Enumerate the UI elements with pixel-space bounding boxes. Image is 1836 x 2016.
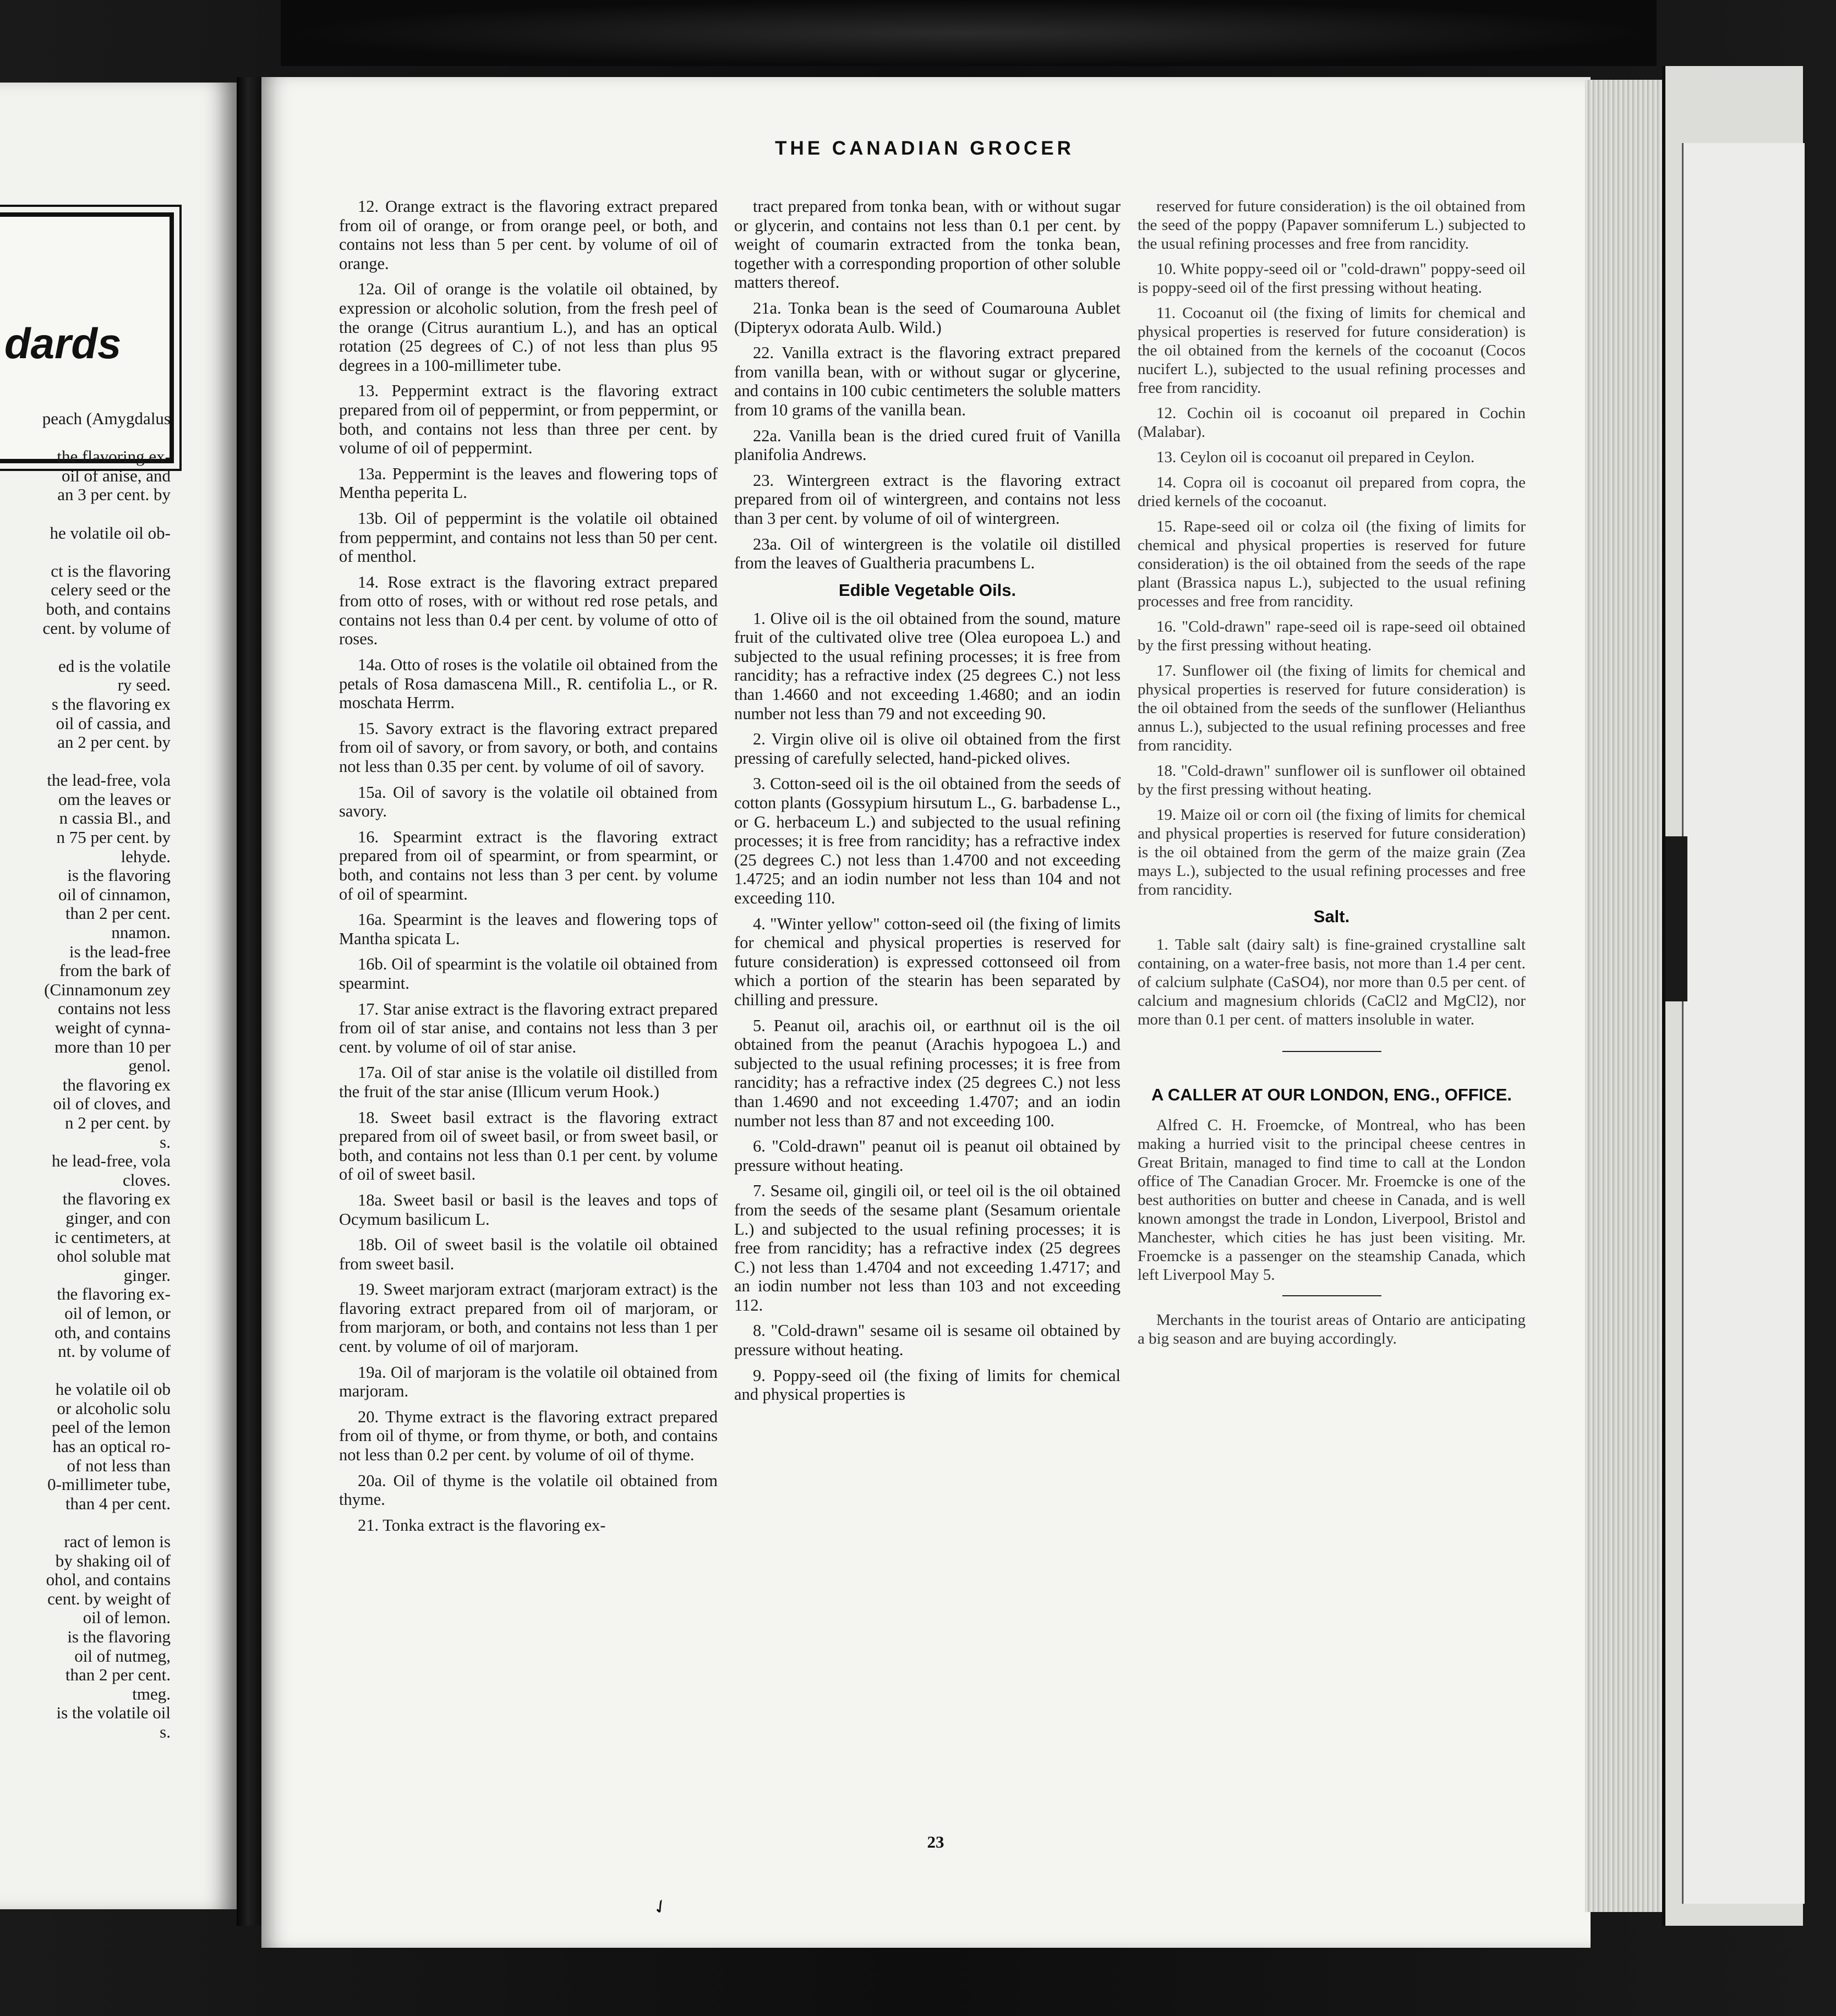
paragraph: 16. "Cold-drawn" rape-seed oil is rape-seed oil obtained by the first pressing without heating. [1138,618,1526,654]
paragraph: 22. Vanilla extract is the flavoring extract prepared from vanilla bean, with or without sugar or glycerine, and contains in 100 cubic centimeters the soluble matters from 10 grams of the vanilla bean. [734,343,1121,419]
section-heading-edible-oils: Edible Vegetable Oils. [838,580,1017,600]
left-page-line: or alcoholic solu [57,1398,171,1418]
left-page-line: by shaking oil of [55,1551,171,1570]
left-page-line: celery seed or the [51,580,171,600]
left-page-line: nt. by volume of [58,1341,171,1361]
left-page-line [0,505,171,524]
page-number: 23 [927,1832,944,1851]
paragraph: 15. Savory extract is the flavoring extract prepared from oil of savory, or from savory, or both, and contains not less than 0.35 per cent. by volume of oil of savory. [339,719,718,776]
left-page-line: ginger. [123,1265,171,1285]
left-page-line: the lead-free, vola [47,770,171,790]
column-3-oils [1138,197,1526,899]
paragraph: 6. "Cold-drawn" peanut oil is peanut oil obtained by pressure without heating. [734,1137,1121,1175]
left-page-line: the flavoring ex- [57,447,171,467]
left-page-line: 0-millimeter tube, [47,1475,171,1494]
left-page-line: oil of cloves, and [53,1094,171,1114]
left-facing-page [0,83,237,1909]
paragraph: 23. Wintergreen extract is the flavoring extract prepared from oil of wintergreen, and contains not less than 3 per cent. by volume of oil of wintergreen. [734,470,1121,528]
left-page-line: the flavoring ex [62,1189,171,1209]
left-page-line: the flavoring ex [62,1075,171,1094]
left-page-line: cent. by volume of [42,618,171,638]
column-2-oils [734,609,1121,1404]
left-page-line [0,638,171,657]
left-page-line: than 2 per cent. [65,903,171,923]
paragraph: 2. Virgin olive oil is olive oil obtained from the first pressing of carefully selected, hand-picked olives. [734,730,1121,768]
page-edge-stack [1585,80,1662,1912]
paragraph: 13. Peppermint extract is the flavoring extract prepared from oil of peppermint, or from peppermint, or both, and contains not less than three per cent. by volume of oil of peppermint. [339,381,718,458]
paragraph: 19a. Oil of marjoram is the volatile oil obtained from marjoram. [339,1362,718,1401]
paragraph: 21a. Tonka bean is the seed of Coumarouna Aublet (Dipteryx odorata Aulb. Wild.) [734,298,1121,337]
paragraph: 9. Poppy-seed oil (the fixing of limits for chemical and physical properties is [734,1366,1121,1404]
left-page-line: is the flavoring [67,865,171,885]
left-page-line: oil of anise, and [61,465,171,485]
paragraph: 14. Copra oil is cocoanut oil prepared from copra, the dried kernels of the cocoanut. [1138,474,1526,510]
left-page-line: s. [160,1132,171,1152]
left-page-line: n 75 per cent. by [56,828,171,847]
paragraph: 11. Cocoanut oil (the fixing of limits for chemical and physical properties is reserved for future consideration) is the oil obtained from the kernels of the cocoanut (Cocos nucifert L.), subjected to the usual refining processes and free from rancidity. [1138,304,1526,397]
paragraph: tract prepared from tonka bean, with or without sugar or glycerin, and contains not less than 0.1 per cent. by weight of coumarin extracted from the tonka bean, together with a corresponding proportion of other soluble matters thereof. [734,197,1121,292]
paragraph: 3. Cotton-seed oil is the oil obtained from the seeds of cotton plants (Gossypium hirsutum L., G. barbadense L., or G. herbaceum L.) and subjected to the usual refining processes; it is free from rancidity; has a refractive index (25 degrees C.) not less than 1.4700 and not exceeding 1.4725; and an iodin number not less than 104 and not exceeding 110. [734,774,1121,907]
left-page-line: nnamon. [111,923,171,943]
paragraph: 21. Tonka extract is the flavoring ex- [358,1515,606,1535]
left-page-line: contains not less [58,999,171,1018]
paragraph: 17. Sunflower oil (the fixing of limits for chemical and physical properties is reserved for future consideration) is the oil obtained from the seeds of the sunflower (Helianthus annus L.), subjected to the usual refining processes and free from rancidity. [1138,662,1526,754]
left-page-line [0,752,171,771]
paragraph: 18. "Cold-drawn" sunflower oil is sunflower oil obtained by the first pressing without heating. [1138,762,1526,798]
paragraph: 12. Cochin oil is cocoanut oil prepared in Cochin (Malabar). [1138,404,1526,441]
left-page-line: oil of lemon, or [64,1303,171,1323]
left-page-line: cloves. [123,1170,171,1190]
left-page-line: ry seed. [117,675,171,695]
page-header-title: THE CANADIAN GROCER [775,138,1074,159]
top-shadow [281,0,1657,66]
cover-shadow-band [1665,836,1687,1001]
left-page-line: the flavoring ex- [57,1284,171,1304]
left-page-line: more than 10 per [54,1037,171,1056]
section-heading-salt: Salt. [1313,907,1350,926]
paragraph: 20a. Oil of thyme is the volatile oil obtained from thyme. [339,1471,718,1509]
left-page-line: (Cinnamonum zey [44,979,171,999]
paragraph: 14a. Otto of roses is the volatile oil obtained from the petals of Rosa damascena Mill., R. centifolia L., or R. moschata Herrm. [339,655,718,713]
article-paragraph: Alfred C. H. Froemcke, of Montreal, who has been making a hurried visit to the principal cheese centres in Great Britain, managed to find time to call at the London office of The Canadian Grocer. Mr. Froemcke is one of the best authorities on butter and cheese in Canada, and is well known amongst the trade in London, Liverpool, Bristol and Manchester, which cities he has just been visiting. Mr. Froemcke is a passenger on the steamship Canada, which left Liverpool May 5. [1138,1116,1526,1284]
left-page-line: than 2 per cent. [65,1665,171,1685]
left-page-line [0,429,171,448]
left-page-line: weight of cynna- [54,1018,171,1037]
left-page-heading-fragment: dards [4,319,122,368]
left-page-line: n cassia Bl., and [59,808,171,828]
paragraph: 13a. Peppermint is the leaves and flowering tops of Mentha peperita L. [339,464,718,502]
column-2 [734,197,1121,1411]
divider-rule [1282,1051,1381,1052]
paragraph: 5. Peanut oil, arachis oil, or earthnut oil is the oil obtained from the peanut (Arachis hypogoea L.) and subjected to the usual refining processes; it is free from rancidity; has a refractive index (25 degrees C.) not less than 1.4690 and not exceeding 1.4707; and an iodin number not less than 87 and not exceeding 100. [734,1016,1121,1130]
left-page-line: ic centimeters, at [54,1227,171,1247]
left-page-line: than 4 per cent. [65,1493,171,1513]
left-page-line: tmeg. [132,1684,171,1703]
paragraph: 17a. Oil of star anise is the volatile oil distilled from the fruit of the star anise (Illicum verum Hook.) [339,1063,718,1101]
paragraph: 18a. Sweet basil or basil is the leaves and tops of Ocymum basilicum L. [339,1190,718,1229]
paragraph: 16a. Spearmint is the leaves and flowering tops of Mantha spicata L. [339,910,718,948]
left-page-line [0,1361,171,1380]
left-page-line: ohol soluble mat [57,1246,171,1266]
paragraph: 15. Rape-seed oil or colza oil (the fixing of limits for chemical and physical properties is reserved for future consideration) is the oil obtained from the seeds of the rape plant (Brassica napus L.), subjected to the usual refining processes and free from rancidity. [1138,518,1526,610]
paragraph: 18b. Oil of sweet basil is the volatile oil obtained from sweet basil. [339,1235,718,1273]
paragraph: 7. Sesame oil, gingili oil, or teel oil is the oil obtained from the seeds of the sesame plant (Sesamum orientale L.) and subjected to the usual refining processes; it is free from rancidity; has a refractive index (25 degrees C.) not less than 1.4704 and not exceeding 1.4717; and an iodin number not less than 103 and not exceeding 112. [734,1181,1121,1314]
left-page-line: oil of lemon. [83,1608,171,1628]
left-page-line: genol. [128,1056,171,1076]
left-page-line [0,1513,171,1532]
paragraph: 23a. Oil of wintergreen is the volatile oil distilled from the leaves of Gualtheria pracumbens L. [734,534,1121,573]
left-page-line [0,543,171,562]
left-page-line: is the volatile oil [56,1703,171,1723]
column-3 [1138,197,1526,1355]
left-page-line: is the flavoring [67,1627,171,1646]
left-page-line: ct is the flavoring [51,561,171,580]
column-2-extracts [734,197,1121,573]
paragraph: 1. Olive oil is the oil obtained from the sound, mature fruit of the cultivated olive tree (Olea europoea L.) and subjected to the usual refining processes; it is free from rancidity; has a refractive index (25 degrees C.) not less than 1.4660 and not exceeding 1.4680; and an iodin number not less than 79 and not exceeding 90. [734,609,1121,723]
left-page-line: he volatile oil ob [55,1379,171,1399]
left-page-line: ract of lemon is [64,1532,171,1552]
left-page-line: an 3 per cent. by [57,485,171,505]
paragraph: 14. Rose extract is the flavoring extract prepared from otto of roses, with or without red rose petals, and contains not less than 0.4 per cent. by volume of otto of roses. [339,572,718,649]
paragraph: 12a. Oil of orange is the volatile oil obtained, by expression or alcoholic solution, from the fresh peel of the orange (Citrus aurantium L.), and has an optical rotation (25 degrees of C.) of not less than plus 95 degrees in a 100-millimeter tube. [339,280,718,375]
left-page-line: peel of the lemon [51,1417,171,1437]
column-1 [339,197,718,1541]
left-page-line: n 2 per cent. by [65,1113,171,1132]
left-page-line: oil of cinnamon, [58,884,171,904]
salt-paragraph: 1. Table salt (dairy salt) is fine-grained crystalline salt containing, on a water-free basis, not more than 1.4 per cent. of calcium sulphate (CaSO4), nor more than 0.5 per cent. of calcium and magnesium chlorids (CaCl2 and MgCl2), nor more than 0.1 per cent. of matters insoluble in water. [1138,936,1526,1028]
left-page-line: of not less than [67,1455,171,1475]
left-page-line: he volatile oil ob- [50,523,171,543]
paragraph: 8. "Cold-drawn" sesame oil is sesame oil obtained by pressure without heating. [734,1321,1121,1360]
left-page-line: from the bark of [59,961,171,980]
paragraph: 4. "Winter yellow" cotton-seed oil (the fixing of limits for chemical and physical properties is reserved for future consideration) is expressed cottonseed oil from which a portion of the stearin has been separated by chilling and pressure. [734,914,1121,1009]
paragraph: 18. Sweet basil extract is the flavoring extract prepared from oil of sweet basil, or from sweet basil, or both, and contains not less than 0.1 per cent. by volume of oil of sweet basil. [339,1108,718,1184]
article-heading: A CALLER AT OUR LONDON, ENG., OFFICE. [1151,1085,1512,1104]
paragraph: 20. Thyme extract is the flavoring extract prepared from oil of thyme, or from thyme, or both, and contains not less than 0.2 per cent. by volume of oil of thyme. [339,1407,718,1465]
left-page-line: is the lead-free [69,941,171,961]
left-page-line: oil of cassia, and [56,713,171,733]
stray-ink-mark: ✓ [648,1894,673,1920]
left-page-text [0,409,237,1742]
paragraph: 10. White poppy-seed oil or "cold-drawn" poppy-seed oil is poppy-seed oil of the first pressing without heating. [1138,260,1526,297]
divider-rule [1282,1295,1381,1296]
paragraph: 19. Maize oil or corn oil (the fixing of limits for chemical and physical properties is reserved for future consideration) is the oil obtained from the germ of the maize grain (Zea mays L.), subjected to the usual refining processes and free from rancidity. [1138,806,1526,899]
paragraph: reserved for future consideration) is the oil obtained from the seed of the poppy (Papaver somniferum L.) subjected to the usual refining processes and free from rancidity. [1138,198,1526,253]
paragraph: 13b. Oil of peppermint is the volatile oil obtained from peppermint, and contains not less than 50 per cent. of menthol. [339,508,718,566]
left-page-line: an 2 per cent. by [57,732,171,752]
left-page-line: ginger, and con [65,1208,171,1228]
right-page-block [1682,143,1805,1904]
paragraph: 22a. Vanilla bean is the dried cured fruit of Vanilla planifolia Andrews. [734,426,1121,464]
left-page-line: om the leaves or [58,789,171,809]
left-page-line: peach (Amygdalus [42,409,171,428]
paragraph: 15a. Oil of savory is the volatile oil obtained from savory. [339,782,718,821]
left-page-line: s. [160,1722,171,1741]
paragraph: 13. Ceylon oil is cocoanut oil prepared in Ceylon. [1156,448,1475,466]
paragraph: 19. Sweet marjoram extract (marjoram extract) is the flavoring extract prepared from oil of marjoram, or from marjoram, or both, and contains not less than 1 per cent. by volume of oil of marjoram. [339,1280,718,1356]
paragraph: 17. Star anise extract is the flavoring extract prepared from oil of star anise, and contains not less than 3 per cent. by volume of oil of star anise. [339,999,718,1056]
left-page-line: ed is the volatile [58,656,171,676]
left-page-line: oth, and contains [54,1322,171,1342]
paragraph: 12. Orange extract is the flavoring extract prepared from oil of orange, or from orange peel, or both, and contains not less than 5 per cent. by volume of oil of orange. [339,197,718,273]
paragraph: 16. Spearmint extract is the flavoring extract prepared from oil of spearmint, or from spearmint, or both, and contains not less than 3 per cent. by volume of oil of spearmint. [339,827,718,903]
left-page-line: s the flavoring ex [51,694,171,714]
left-page-line: ohol, and contains [46,1570,171,1590]
left-page-line: cent. by weight of [47,1588,171,1608]
left-page-line: oil of nutmeg, [74,1646,171,1666]
left-page-line: has an optical ro- [52,1437,171,1456]
paragraph: 16b. Oil of spearmint is the volatile oil obtained from spearmint. [339,955,718,993]
left-page-line: lehyde. [121,846,171,866]
left-page-line: he lead-free, vola [51,1151,171,1171]
closing-paragraph: Merchants in the tourist areas of Ontario are anticipating a big season and are buying accordingly. [1138,1311,1526,1347]
right-book-cover [1662,66,1803,1926]
left-page-line: both, and contains [46,599,171,618]
